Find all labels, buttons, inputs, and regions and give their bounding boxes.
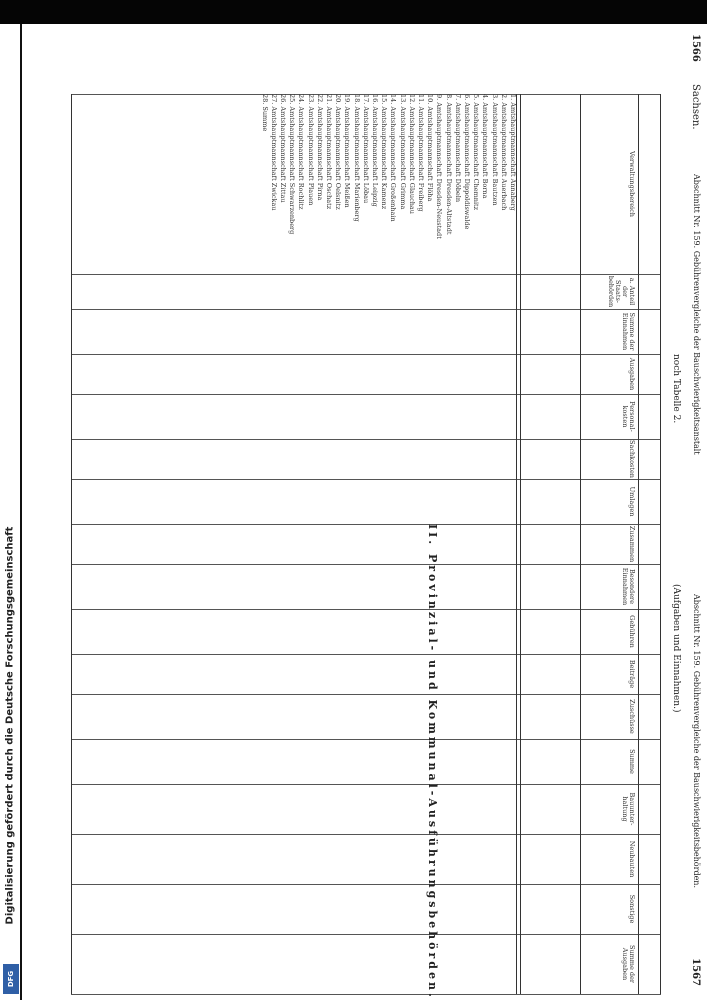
column-header-9: Besondere Einnahmen bbox=[621, 567, 636, 606]
column-header-3: Summe der Einnahmen bbox=[621, 312, 636, 351]
row-label: 27. Amtshauptmannschaft Zwickau bbox=[269, 94, 278, 211]
row-label: 3. Amtshauptmannschaft Bautzen bbox=[490, 94, 499, 206]
row-label: 2. Amtshauptmannschaft Auerbach bbox=[499, 94, 508, 211]
header-center-right: Abschnitt Nr. 159. Gebührenvergleiche der Bauschwierigkeitsbehörden. bbox=[692, 594, 701, 888]
dfg-logo bbox=[3, 964, 19, 994]
row-label: 4. Amtshauptmannschaft Borna bbox=[481, 94, 490, 199]
subheading-right: (Aufgaben und Einnahmen.) bbox=[671, 584, 681, 713]
row-label: 12. Amtshauptmannschaft Glauchau bbox=[407, 94, 416, 214]
column-header-15: Neubauten bbox=[628, 840, 636, 878]
column-header-14: Bauunterhaltung bbox=[621, 792, 636, 826]
row-label: 7. Amtshauptmannschaft Döbeln bbox=[453, 94, 462, 203]
row-label: 6. Amtshauptmannschaft Dippoldiswalde bbox=[462, 94, 471, 230]
row-label: 17. Amtshauptmannschaft Löbau bbox=[361, 94, 370, 204]
subheading-left: noch Tabelle 2. bbox=[671, 354, 681, 424]
row-label: 18. Amtshauptmannschaft Marienberg bbox=[352, 94, 361, 222]
row-label: 24. Amtshauptmannschaft Rochlitz bbox=[297, 94, 306, 210]
row-label: 20. Amtshauptmannschaft Oelsnitz bbox=[334, 94, 343, 210]
dfg-logo-text: DFG bbox=[7, 970, 15, 988]
row-label: 8. Amtshauptmannschaft Dresden-Altstadt bbox=[444, 94, 453, 235]
row-label: 26. Amtshauptmannschaft Zittau bbox=[278, 94, 287, 203]
row-rule bbox=[520, 94, 521, 994]
row-labels bbox=[259, 94, 517, 274]
dfg-credit-text: Digitalisierung gefördert durch die Deutsche Forschungsgemeinschaft bbox=[4, 526, 16, 925]
section-title: II. Provinzial- und Kommunal-Ausführungsbehörden. bbox=[426, 524, 439, 1000]
column-rule bbox=[71, 994, 661, 995]
page-number-left: 1566 bbox=[690, 34, 701, 62]
row-label: 1. Amtshauptmannschaft Annaberg bbox=[509, 94, 517, 211]
column-header-7: Umlagen bbox=[628, 486, 636, 517]
column-header-2: a. Anteil der Staatsbehörden bbox=[607, 275, 636, 308]
column-header-16: Sonstige bbox=[628, 894, 636, 924]
column-header-17: Summe der Ausgaben bbox=[621, 945, 636, 983]
scanned-page bbox=[22, 24, 707, 1000]
column-header-10: Gebühren bbox=[628, 615, 636, 648]
column-header-12: Zuschüsse bbox=[628, 699, 636, 734]
column-header-13: Summe bbox=[628, 749, 636, 774]
column-header-5: Personalkosten bbox=[621, 401, 636, 432]
row-label: 5. Amtshauptmannschaft Chemnitz bbox=[472, 94, 481, 211]
row-label: 11. Amtshauptmannschaft Freiberg bbox=[416, 94, 425, 212]
column-header-1: Verwaltungsbereich bbox=[628, 151, 636, 217]
column-header-8: Zusammen bbox=[628, 525, 636, 563]
row-label: 25. Amtshauptmannschaft Schwarzenberg bbox=[288, 94, 297, 235]
column-header-11: Beiträge bbox=[628, 659, 636, 689]
row-rule bbox=[71, 94, 72, 994]
row-label: 15. Amtshauptmannschaft Kamenz bbox=[380, 94, 389, 210]
row-label: 10. Amtshauptmannschaft Flöha bbox=[426, 94, 435, 202]
row-label: 28. Summe bbox=[260, 94, 269, 132]
row-rule bbox=[660, 94, 661, 994]
row-label: 16. Amtshauptmannschaft Leipzig bbox=[370, 94, 379, 207]
column-header-6: Sachkosten bbox=[628, 440, 636, 478]
page-number-right: 1567 bbox=[690, 958, 701, 986]
row-label: 14. Amtshauptmannschaft Großenhain bbox=[389, 94, 398, 222]
row-label: 21. Amtshauptmannschaft Oschatz bbox=[324, 94, 333, 210]
scanned-page-viewport bbox=[22, 24, 707, 1000]
header-left: Sachsen. bbox=[690, 84, 701, 130]
row-label: 19. Amtshauptmannschaft Meißen bbox=[343, 94, 352, 208]
row-label: 22. Amtshauptmannschaft Pirna bbox=[315, 94, 324, 201]
column-header-4: Ausgaben bbox=[628, 357, 636, 391]
row-rule bbox=[638, 94, 639, 994]
row-label: 13. Amtshauptmannschaft Grimma bbox=[398, 94, 407, 210]
row-label: 23. Amtshauptmannschaft Plauen bbox=[306, 94, 315, 206]
scan-top-border bbox=[0, 0, 707, 24]
row-label: 9. Amtshauptmannschaft Dresden-Neustadt bbox=[435, 94, 444, 239]
header-center-left: Abschnitt Nr. 159. Gebührenvergleiche der Bauschwierigkeitsanstalt bbox=[692, 174, 701, 455]
